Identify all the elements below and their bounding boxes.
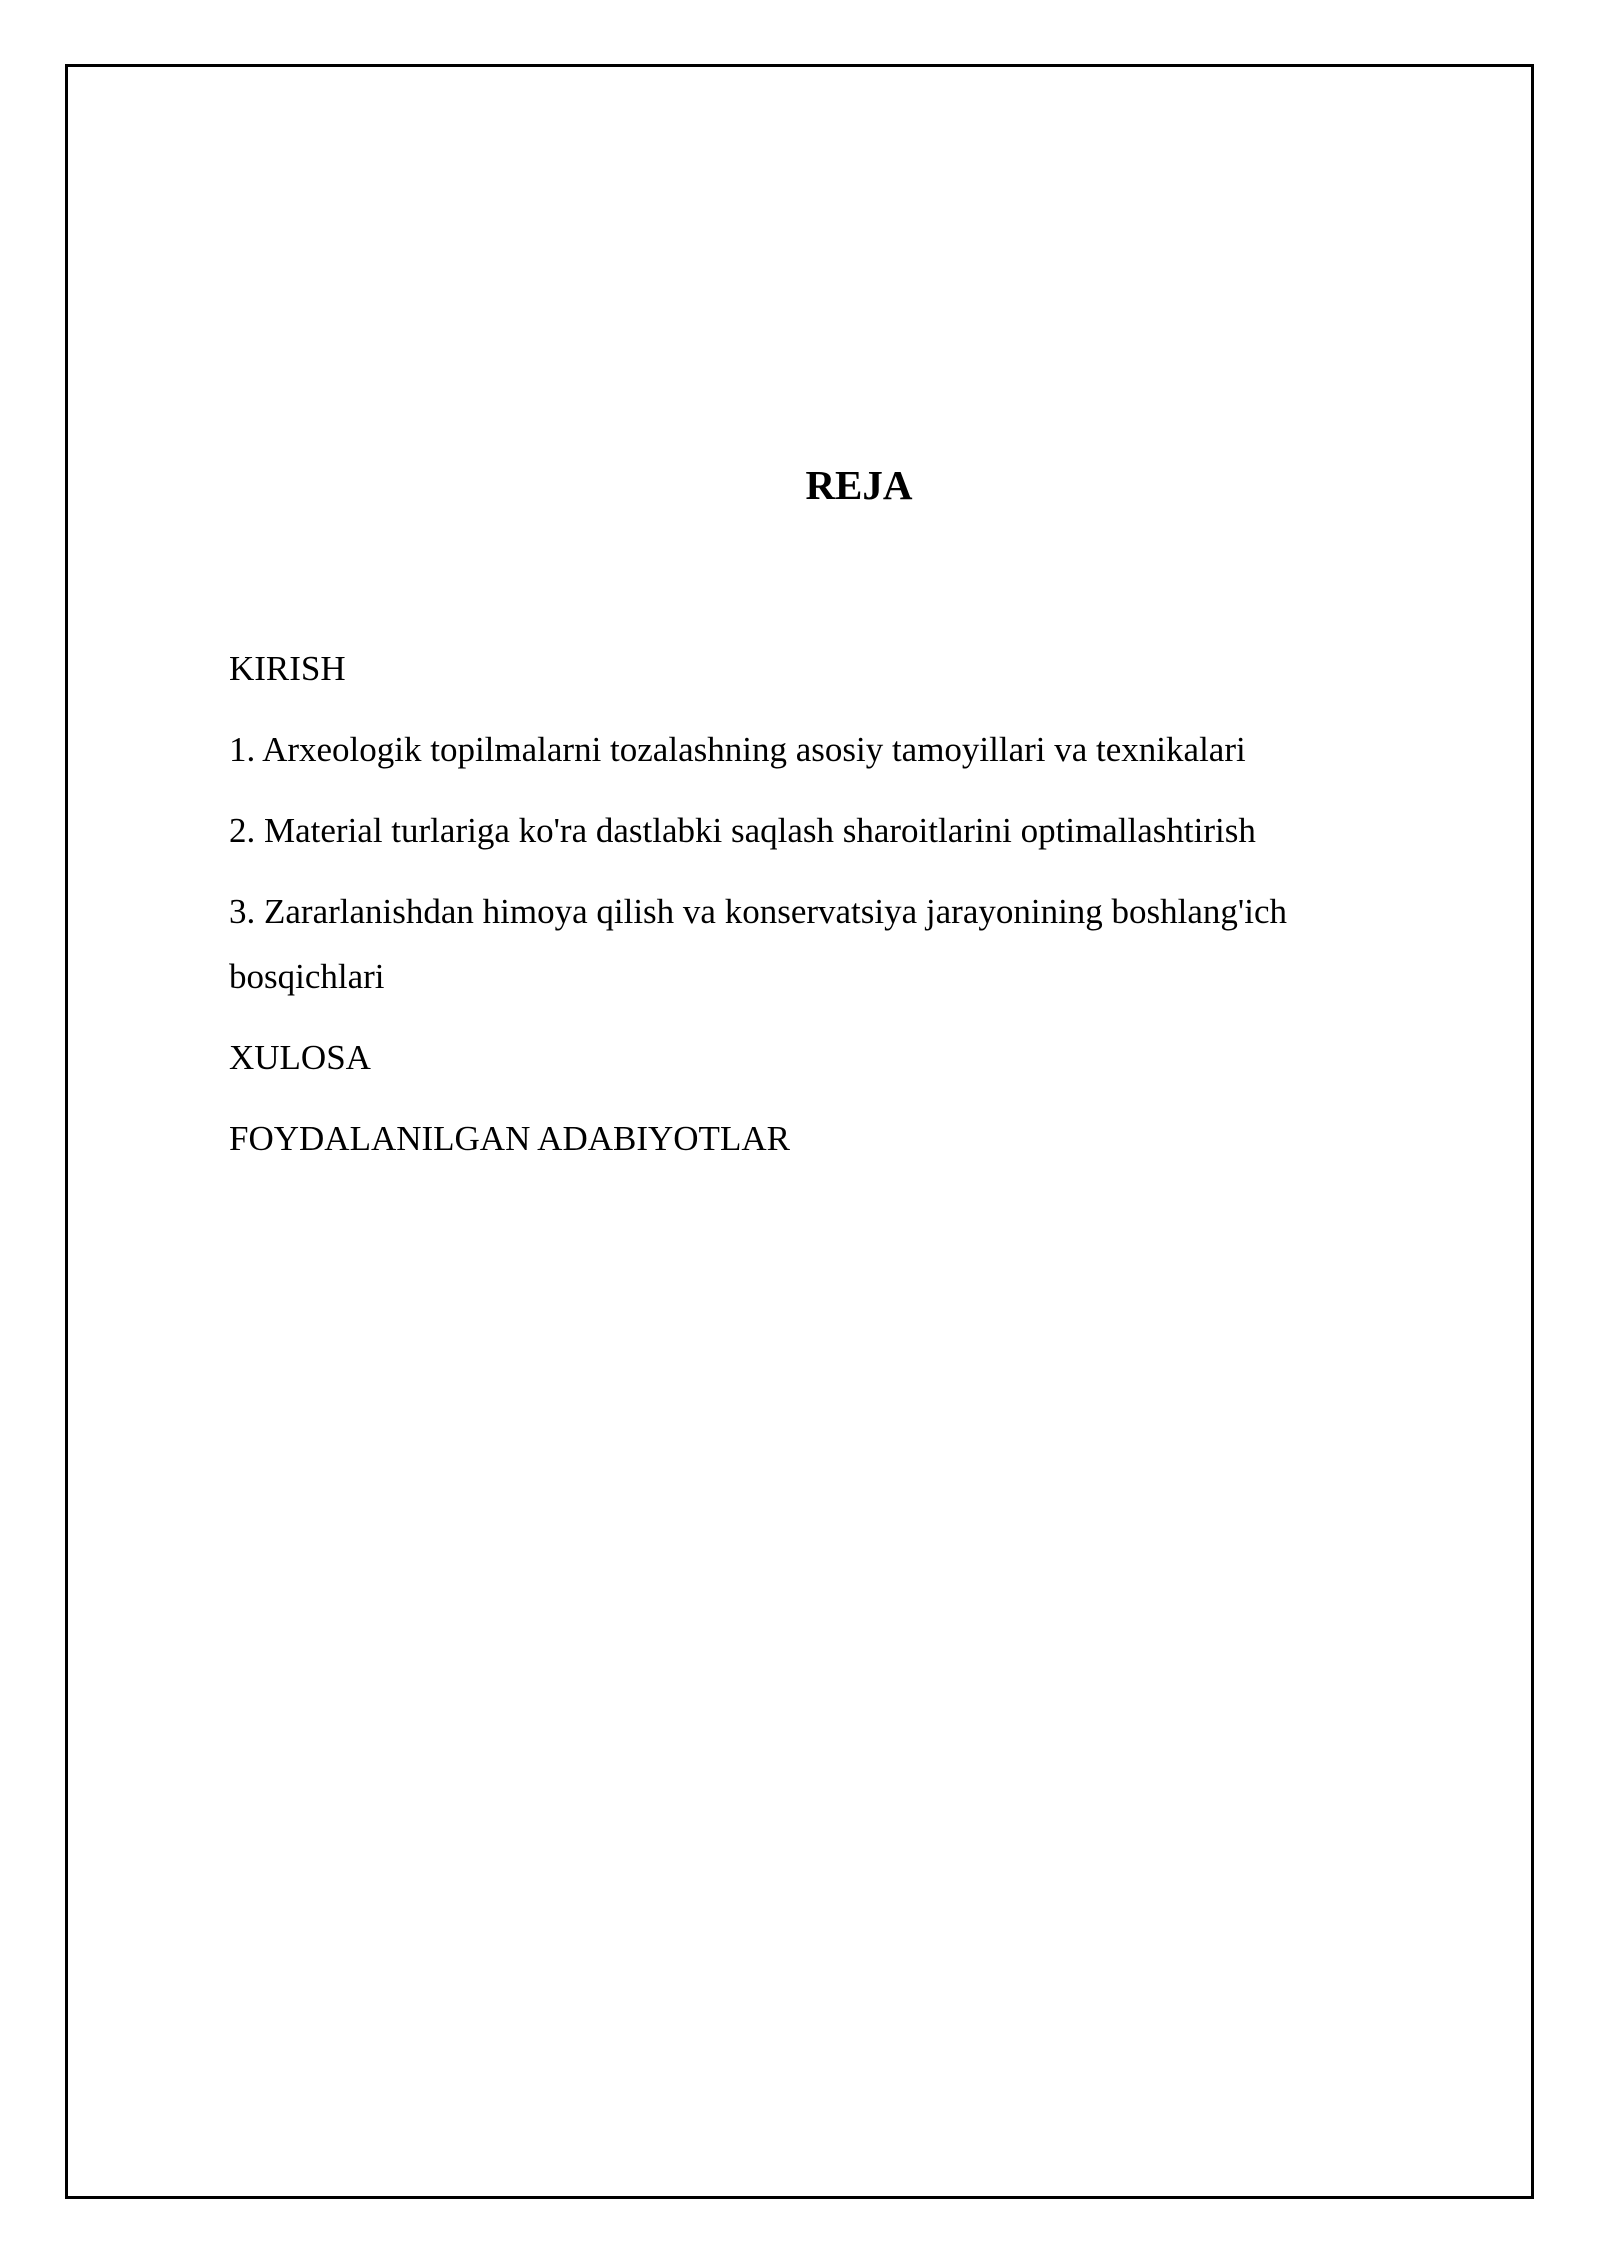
toc-item-1: 1. Arxeologik topilmalarni tozalashning asosiy tamoyillari va texnikalari xyxy=(229,730,1246,769)
page-title: REJA xyxy=(805,462,913,508)
table-of-contents xyxy=(229,636,1389,1187)
toc-item-2: 2. Material turlariga ko'ra dastlabki saqlash sharoitlarini optimallashtirish xyxy=(229,811,1256,850)
toc-item-introduction: KIRISH xyxy=(229,649,346,688)
toc-item-conclusion: XULOSA xyxy=(229,1038,371,1077)
toc-item-references: FOYDALANILGAN ADABIYOTLAR xyxy=(229,1119,790,1158)
toc-item-3: 3. Zararlanishdan himoya qilish va konservatsiya jarayonining boshlang'ich bosqichlari xyxy=(229,892,1287,996)
